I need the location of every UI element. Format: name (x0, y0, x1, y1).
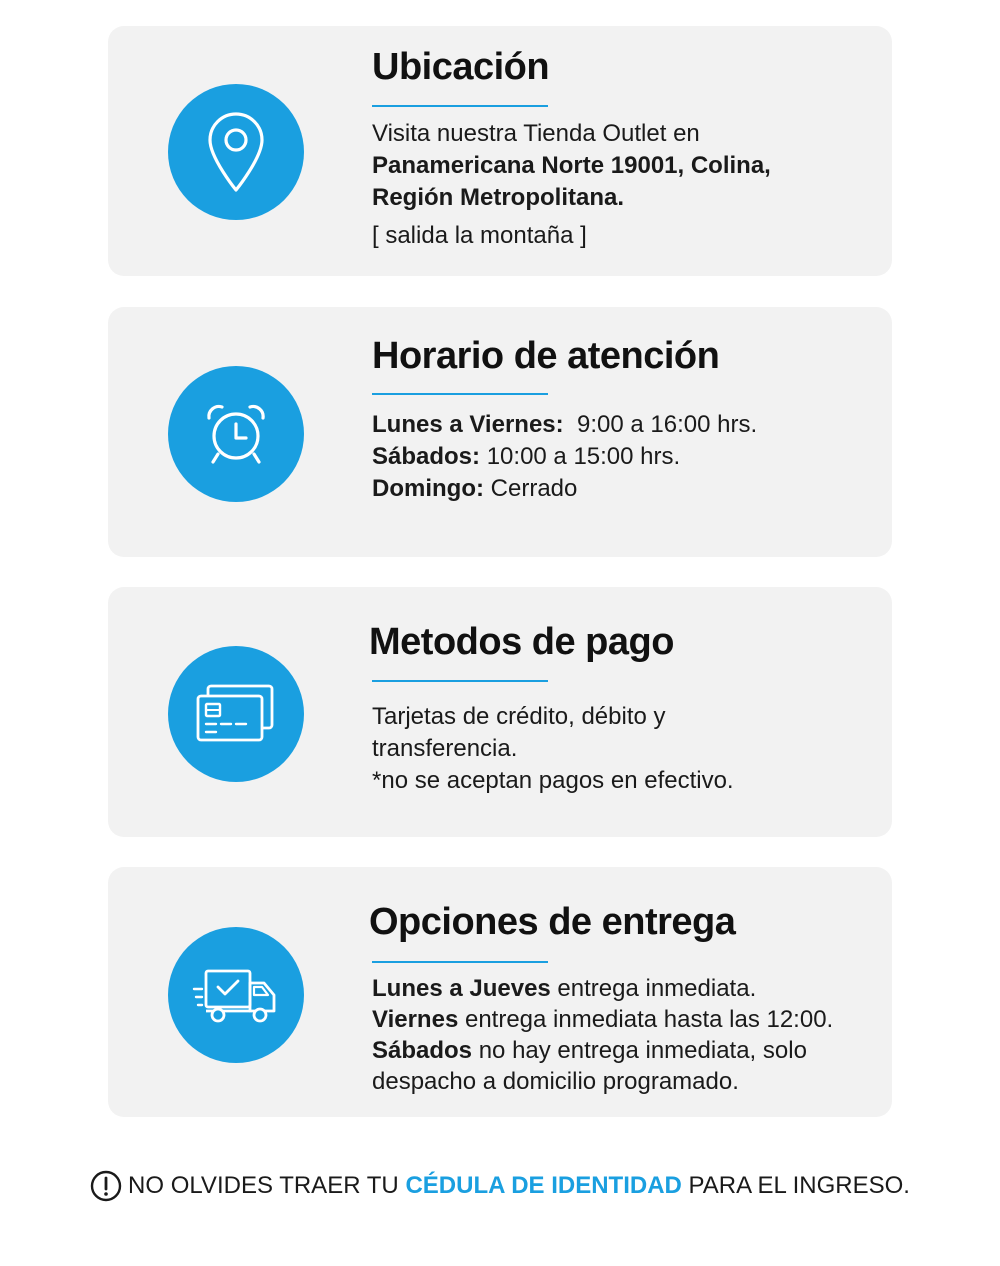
hours-row: Lunes a Viernes: 9:00 a 16:00 hrs. (372, 411, 758, 438)
hours-icon-circle (168, 366, 304, 502)
payment-title: Metodos de pago (369, 621, 674, 663)
location-exit-note: [ salida la montaña ] (372, 222, 587, 249)
notice-highlight: CÉDULA DE IDENTIDAD (405, 1172, 682, 1199)
delivery-card (108, 867, 892, 1117)
notice-text-after: PARA EL INGRESO. (681, 1172, 910, 1199)
credit-card-icon (196, 684, 276, 744)
id-reminder-notice (0, 1170, 1000, 1202)
delivery-row: Lunes a Jueves entrega inmediata. (372, 975, 757, 1002)
delivery-icon-circle (168, 927, 304, 1063)
delivery-title-rule (372, 961, 548, 963)
location-icon-circle (168, 84, 304, 220)
delivery-truck-icon (192, 965, 280, 1025)
notice-text-before: NO OLVIDES TRAER TU (128, 1172, 406, 1199)
location-title-rule (372, 105, 548, 107)
hours-title: Horario de atención (372, 335, 720, 377)
location-address-line-1: Panamericana Norte 19001, Colina, (372, 152, 771, 179)
delivery-title: Opciones de entrega (369, 901, 736, 943)
payment-line-2: transferencia. (372, 735, 518, 762)
location-line-1: Visita nuestra Tienda Outlet en (372, 120, 700, 147)
location-title: Ubicación (372, 46, 550, 88)
delivery-row: Sábados no hay entrega inmediata, solo (372, 1037, 807, 1064)
location-card (108, 26, 892, 276)
delivery-body (372, 973, 872, 1097)
location-address-line-2: Región Metropolitana. (372, 184, 624, 211)
payment-title-rule (372, 680, 548, 682)
exclamation-circle-icon (90, 1170, 122, 1202)
alarm-clock-icon (204, 402, 268, 466)
delivery-row: Viernes entrega inmediata hasta las 12:00. (372, 1006, 834, 1033)
payment-line-1: Tarjetas de crédito, débito y (372, 703, 666, 730)
payment-cash-note: *no se aceptan pagos en efectivo. (372, 767, 734, 794)
hours-card (108, 307, 892, 557)
map-pin-icon (204, 110, 268, 194)
delivery-last-line: despacho a domicilio programado. (372, 1068, 739, 1095)
payment-card (108, 587, 892, 837)
hours-title-rule (372, 393, 548, 395)
hours-row: Sábados: 10:00 a 15:00 hrs. (372, 443, 681, 470)
hours-row: Domingo: Cerrado (372, 475, 578, 502)
location-body (372, 118, 872, 252)
payment-icon-circle (168, 646, 304, 782)
hours-body (372, 409, 872, 505)
payment-body (372, 701, 872, 797)
